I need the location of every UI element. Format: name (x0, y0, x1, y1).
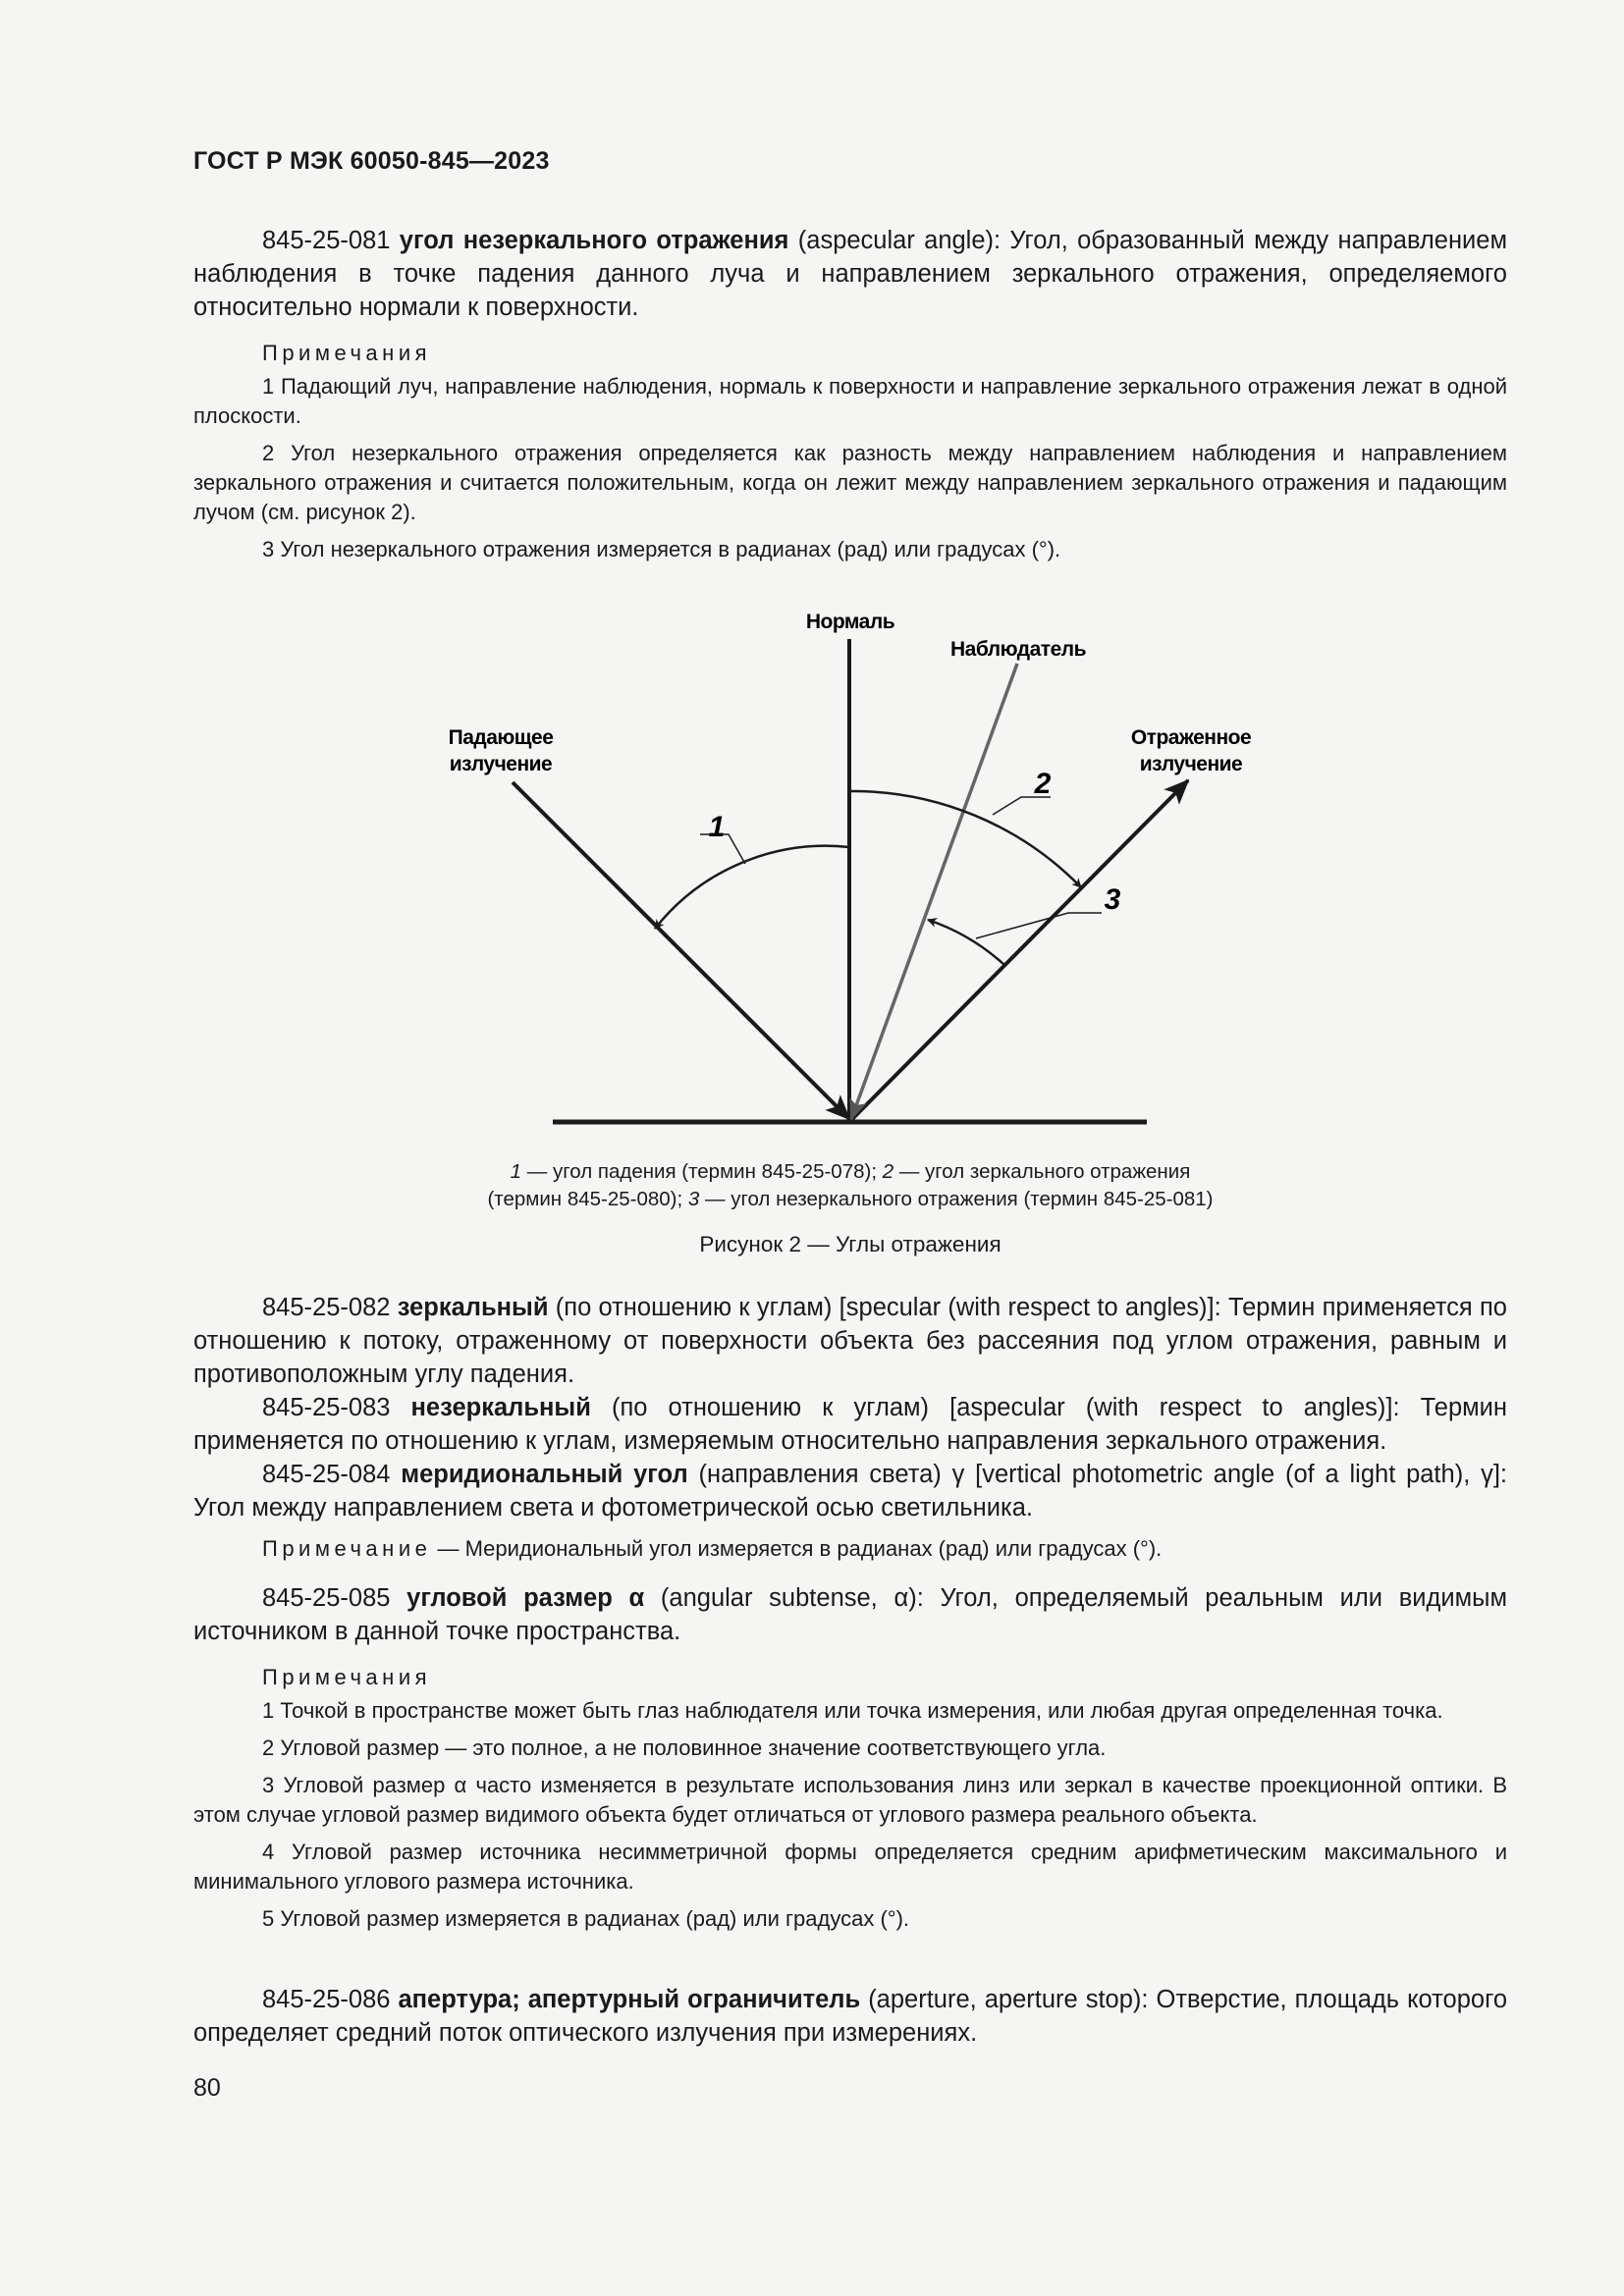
incident-label-line1: Падающее (448, 726, 554, 749)
note-4: 4 Угловой размер источника несимметричной формы определяется средним арифметическим максимального и минимального углового размера источника. (193, 1840, 1507, 1894)
term-definition (193, 224, 1507, 324)
legend-num-2: 2 (882, 1160, 894, 1183)
page-number: 80 (193, 2074, 221, 2102)
legend-text-1: — угол падения (термин 845-25-078); (521, 1160, 883, 1183)
note-5: 5 Угловой размер измеряется в радианах (рад) или градусах (°). (262, 1906, 910, 1931)
term-entries-082-084 (193, 1291, 1507, 1572)
note-2: 2 Угол незеркального отражения определяется как разность между направлением наблюдения и направлением зеркального отражения и считается положительным, когда он лежит между направлением зеркального отражения и падающим лучом (см. рисунок 2). (193, 441, 1507, 524)
figure-legend (193, 1158, 1507, 1213)
term-text: (по отношению к углам) [aspecular (with respect to angles)]: Термин применяется по отношению к углам, измеряемым относительно направления зеркального отражения. (193, 1394, 1507, 1455)
observer-label: Наблюдатель (949, 638, 1087, 661)
term-entry-086 (193, 1983, 1507, 2050)
legend-num-1: 1 (510, 1160, 522, 1183)
leader-3 (976, 913, 1102, 938)
term-code: 845-25-083 (262, 1394, 391, 1421)
note-3: 3 Угол незеркального отражения измеряется в радианах (рад) или градусах (°). (262, 537, 1061, 561)
reflected-label-line1: Отраженное (1130, 726, 1252, 749)
note-1: 1 Падающий луч, направление наблюдения, нормаль к поверхности и направление зеркального отражения лежат в одной плоскости. (193, 374, 1507, 428)
figure-title: Рисунок 2 — Углы отражения (699, 1232, 1001, 1256)
term-text: (по отношению к углам) [specular (with respect to angles)]: Термин применяется по отношению к потоку, отраженному от поверхности объекта без рассеяния под углом отражения, равным и противоположным углу падения. (193, 1294, 1507, 1388)
term-code: 845-25-081 (262, 227, 391, 254)
reflected-ray (852, 780, 1188, 1119)
notes-heading: Примечания (262, 341, 432, 365)
term-definition-083 (193, 1391, 1507, 1458)
legend-text-3: (термин 845-25-080); (487, 1188, 688, 1210)
incident-ray (513, 782, 849, 1119)
notes-081 (193, 339, 1507, 572)
term-name: меридиональный угол (401, 1461, 688, 1488)
reflection-angles-figure (0, 589, 1624, 1158)
term-name: зеркальный (397, 1294, 549, 1321)
term-text: (aperture, aperture stop): Отверстие, площадь которого определяет средний поток оптического излучения при измерениях. (193, 1986, 1507, 2047)
note-3: 3 Угловой размер α часто изменяется в результате использования линз или зеркал в качестве проекционной оптики. В этом случае угловой размер видимого объекта будет отличаться от углового размера реального объекта. (193, 1773, 1507, 1827)
term-definition-085 (193, 1581, 1507, 1648)
term-code: 845-25-084 (262, 1461, 391, 1488)
term-code: 845-25-086 (262, 1986, 391, 2013)
term-text: (направления света) γ [vertical photometric angle (of a light path), γ]: Угол между направлением света и фотометрической осью светильника. (193, 1461, 1507, 1522)
note-1: 1 Точкой в пространстве может быть глаз наблюдателя или точка измерения, или любая другая определенная точка. (262, 1698, 1443, 1723)
note-084 (193, 1534, 1507, 1564)
incident-label-line2: излучение (449, 753, 553, 775)
term-entry-085 (193, 1581, 1507, 1648)
document-header: ГОСТ Р МЭК 60050-845—2023 (193, 147, 550, 175)
legend-num-3: 3 (687, 1188, 700, 1210)
term-definition-084 (193, 1458, 1507, 1524)
incidence-angle-arc (655, 846, 849, 929)
notes-heading: Примечания (262, 1665, 432, 1689)
term-code: 845-25-085 (262, 1584, 391, 1612)
term-text: (angular subtense, α): Угол, определяемый реальным или видимым источником в данной точке пространства. (193, 1584, 1508, 1645)
aspecular-angle-arc (928, 920, 1004, 965)
term-text: (aspecular angle): Угол, образованный между направлением наблюдения в точке падения данного луча и направлением зеркального отражения, определяемого относительно нормали к поверхности. (193, 227, 1508, 321)
observer-line (851, 664, 1017, 1119)
term-name: апертура; апертурный ограничитель (398, 1986, 861, 2013)
notes-085 (193, 1663, 1507, 1942)
term-name: угол незеркального отражения (399, 227, 789, 254)
callout-3: 3 (1104, 883, 1121, 916)
term-definition-082 (193, 1291, 1507, 1391)
term-definition-086 (193, 1983, 1507, 2050)
callout-1: 1 (708, 811, 726, 843)
note-2: 2 Угловой размер — это полное, а не половинное значение соответствующего угла. (262, 1735, 1107, 1760)
term-entry-081 (193, 224, 1507, 324)
term-name: угловой размер α (406, 1584, 645, 1612)
term-name: незеркальный (410, 1394, 591, 1421)
callout-2: 2 (1034, 768, 1052, 800)
legend-text-2: — угол зеркального отражения (893, 1160, 1191, 1183)
reflected-label-line2: излучение (1139, 753, 1243, 775)
note-label: Примечание (262, 1536, 432, 1561)
legend-text-4: — угол незеркального отражения (термин 845-25-081) (699, 1188, 1214, 1210)
normal-label: Нормаль (805, 611, 895, 633)
note-text: — Меридиональный угол измеряется в радианах (рад) или градусах (°). (431, 1536, 1163, 1561)
term-code: 845-25-082 (262, 1294, 391, 1321)
